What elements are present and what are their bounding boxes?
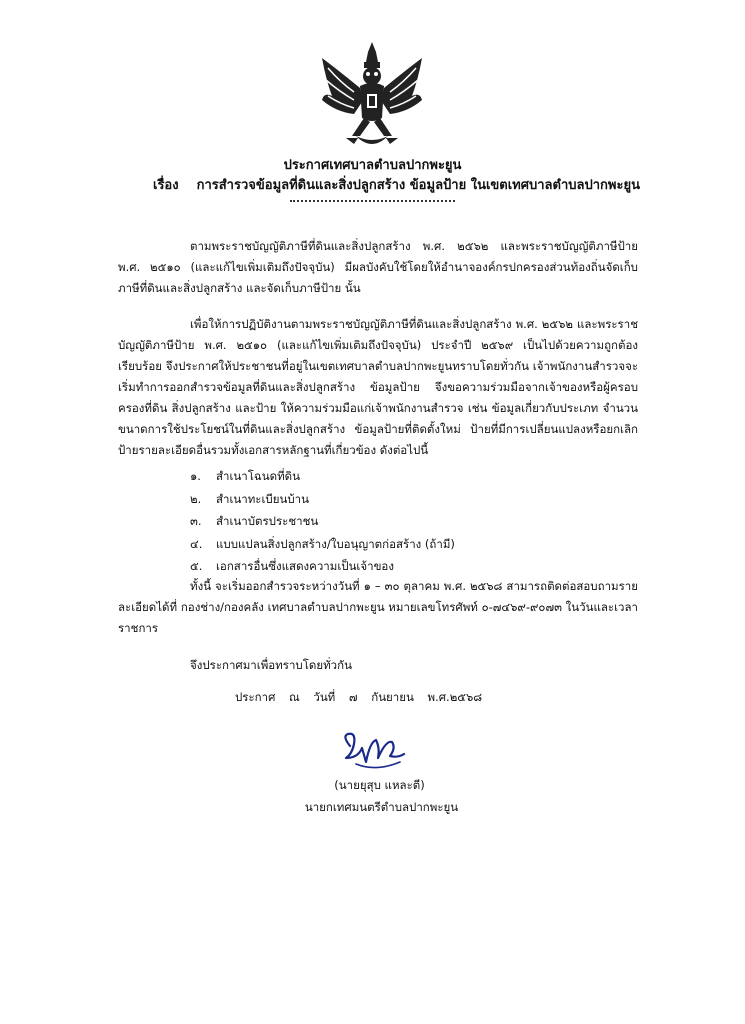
date-year: พ.ศ.๒๕๖๘ — [427, 690, 483, 704]
date-month: กันยายน — [371, 690, 414, 704]
dotted-divider — [290, 200, 455, 202]
documents-list — [190, 465, 610, 578]
list-item — [190, 555, 610, 578]
signature-image — [336, 728, 416, 778]
paragraph-2-text: เพื่อให้การปฏิบัติงานตามพระราชบัญญัติภาษีที่ดินและสิ่งปลูกสร้าง พ.ศ. ๒๕๖๒ และพระราชบัญญัติภาษีป้าย พ.ศ. ๒๕๑๐ (และแก้ไขเพิ่มเติมถึงปัจจุบัน) ประจำปี ๒๕๖๙ เป็นไปด้วยความถูกต้องเรียบร้อย จึงประกาศให้ประชาชนที่อยู่ในเขตเทศบาลตำบลปากพะยูนทราบโดยทั่วกัน เจ้าพนักงานสำรวจจะเริ่มทำการออกสำรวจข้อมูลที่ดินและสิ่งปลูกสร้าง ข้อมูลป้าย จึงขอความร่วมมือจากเจ้าของหรือผู้ครอบครองที่ดิน สิ่งปลูกสร้าง และป้าย ให้ความร่วมมือแก่เจ้าพนักงานสำรวจ เช่น ข้อมูลเกี่ยวกับประเภท จำนวน ขนาดการใช้ประโยชน์ในที่ดินและสิ่งปลูกสร้าง ข้อมูลป้ายที่ติดตั้งใหม่ ป้ายที่มีการเปลี่ยนแปลงหรือยกเลิกป้ายรายละเอียดอื่นรวมทั้งเอกสารหลักฐานที่เกี่ยวข้อง ดังต่อไปนี้ — [118, 317, 638, 457]
date-announced: ประกาศ — [235, 690, 276, 704]
subject-line — [153, 178, 673, 194]
paragraph-1-text: ตามพระราชบัญญัติภาษีที่ดินและสิ่งปลูกสร้าง พ.ศ. ๒๕๖๒ และพระราชบัญญัติภาษีป้าย พ.ศ. ๒๕๑๐ (และแก้ไขเพิ่มเติมถึงปัจจุบัน) มีผลบังคับใช้โดยให้อำนาจองค์กรปกครองส่วนท้องถิ่นจัดเก็บภาษีที่ดินและสิ่งปลูกสร้าง และจัดเก็บภาษีป้าย นั้น — [118, 239, 638, 295]
signatory-name: (นายยุสุบ แหละตี) — [334, 778, 425, 792]
list-item-text: สำเนาทะเบียนบ้าน — [216, 491, 309, 506]
list-item-number: ๒. — [190, 491, 202, 506]
paragraph-3 — [118, 576, 638, 639]
list-item-text: สำเนาบัตรประชาชน — [216, 514, 319, 528]
list-item-text: แบบแปลนสิ่งปลูกสร้าง/ใบอนุญาตก่อสร้าง (ถ้ามี) — [216, 536, 455, 551]
garuda-emblem-icon — [318, 40, 426, 152]
list-item — [190, 465, 610, 488]
list-item — [190, 510, 610, 533]
date-at: ณ — [289, 690, 300, 704]
announcement-title: ประกาศเทศบาลตำบลปากพะยูน — [283, 158, 462, 173]
paragraph-2 — [118, 314, 638, 461]
list-item-text: เอกสารอื่นซึ่งแสดงความเป็นเจ้าของ — [216, 559, 394, 573]
announcement-date — [235, 688, 492, 706]
list-item-text: สำเนาโฉนดที่ดิน — [216, 469, 300, 483]
signatory-position: นายกเทศมนตรีตำบลปากพะยูน — [304, 800, 459, 814]
subject-label: เรื่อง — [153, 178, 179, 193]
list-item-number: ๓. — [190, 514, 202, 528]
paragraph-4: จึงประกาศมาเพื่อทราบโดยทั่วกัน — [190, 658, 352, 672]
list-item-number: ๔. — [190, 536, 203, 551]
list-item — [190, 533, 610, 556]
paragraph-1 — [118, 236, 638, 299]
list-item-number: ๕. — [190, 559, 203, 573]
date-day: ๗ — [348, 690, 358, 704]
paragraph-3-text: ทั้งนี้ จะเริ่มออกสำรวจระหว่างวันที่ ๑ – ๓๐ ตุลาคม พ.ศ. ๒๕๖๘ สามารถติดต่อสอบถามรายละเอียดได้ที่ กองช่าง/กองคลัง เทศบาลตำบลปากพะยูน หมายเลขโทรศัพท์ ๐-๗๔๖๙-๙๐๗๓ ในวันและเวลาราชการ — [118, 579, 638, 635]
date-day-label: วันที่ — [313, 690, 336, 704]
list-item-number: ๑. — [190, 469, 201, 483]
subject-text: การสำรวจข้อมูลที่ดินและสิ่งปลูกสร้าง ข้อมูลป้าย ในเขตเทศบาลตำบลปากพะยูน — [196, 178, 640, 193]
list-item — [190, 488, 610, 511]
